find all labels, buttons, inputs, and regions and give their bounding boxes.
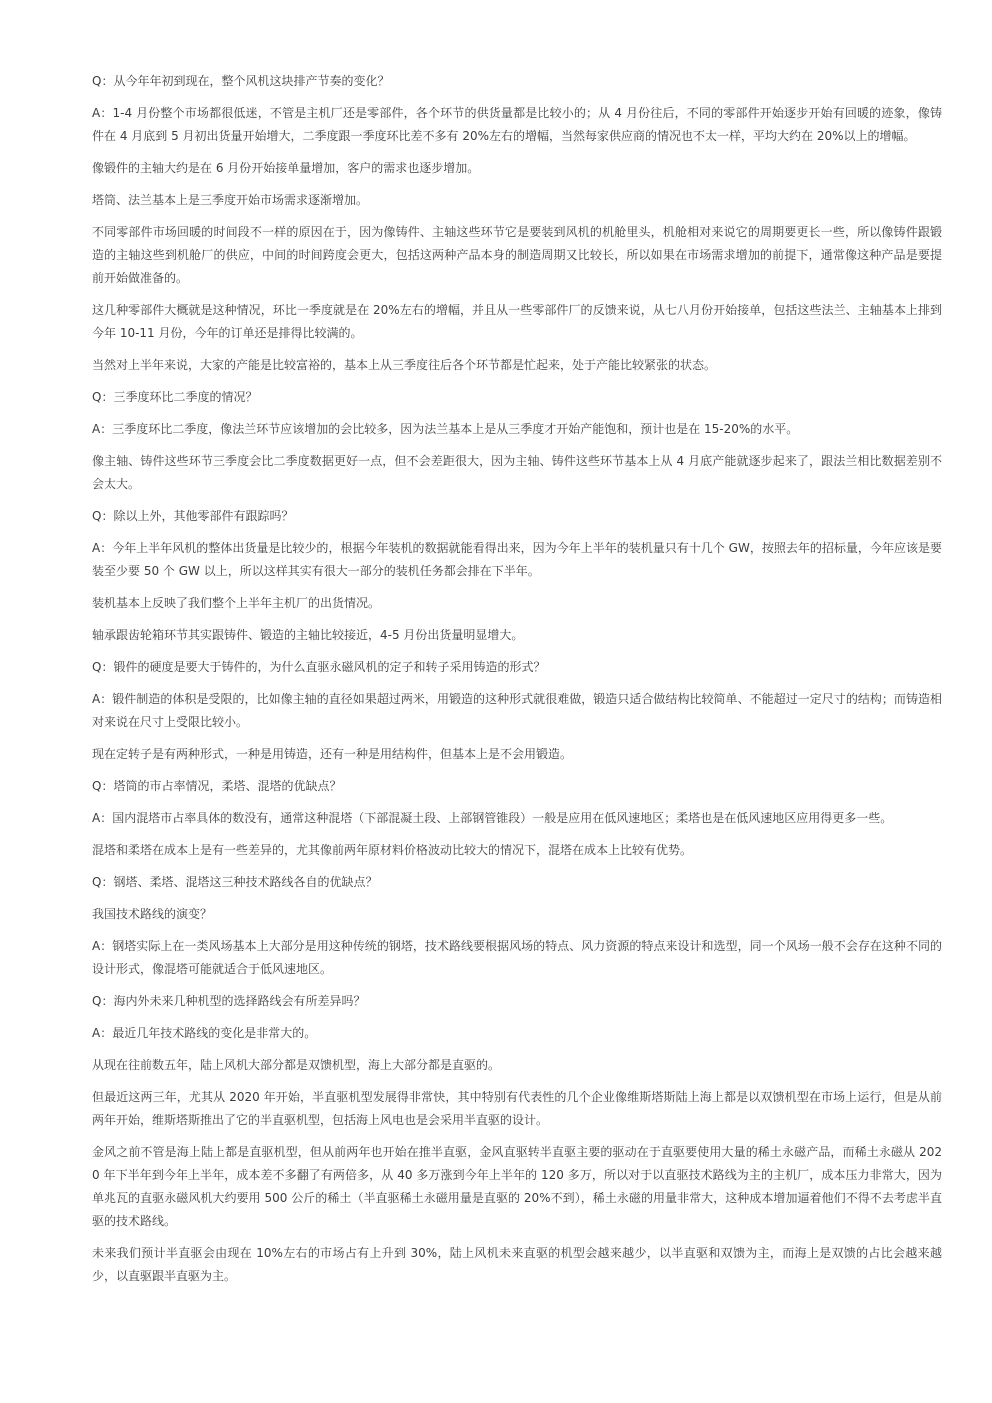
paragraph-a6: A：钢塔实际上在一类风场基本上大部分是用这种传统的钢塔，技术路线要根据风场的特点、风力资源的特点来设计和选型，同一个风场一般不会存在这种不同的设计形式，像混塔可能就适合于低风速地区。 [92, 939, 942, 976]
paragraph-semi-direct-drive: 但最近这两三年，尤其从 2020 年开始，半直驱机型发展得非常快，其中特别有代表性的几个企业像维斯塔斯陆上海上都是以双馈机型在市场上运行，但是从前两年开始，维斯塔斯推出了它的半直驱机型，包括海上风电也是会采用半直驱的设计。 [92, 1090, 942, 1127]
paragraph-five-years: 从现在往前数五年，陆上风机大部分都是双馈机型，海上大部分都是直驱的。 [92, 1058, 501, 1072]
paragraph-installation: 装机基本上反映了我们整个上半年主机厂的出货情况。 [92, 596, 381, 610]
paragraph-capacity-status: 当然对上半年来说，大家的产能是比较富裕的，基本上从三季度往后各个环节都是忙起来，处于产能比较紧张的状态。 [92, 358, 717, 372]
paragraph-tower-flange: 塔筒、法兰基本上是三季度开始市场需求逐渐增加。 [92, 193, 369, 207]
paragraph-q6-sub: 我国技术路线的演变？ [92, 907, 213, 921]
paragraph-q5: Q：塔筒的市占率情况，柔塔、混塔的优缺点？ [92, 779, 342, 793]
paragraph-a7: A：最近几年技术路线的变化是非常大的。 [92, 1026, 317, 1040]
document-body [92, 70, 942, 1297]
paragraph-spindle-casting-q3: 像主轴、铸件这些环节三季度会比二季度数据更好一点，但不会差距很大，因为主轴、铸件这些环节基本上从 4 月底产能就逐步起来了，跟法兰相比数据差别不会太大。 [92, 454, 942, 491]
paragraph-stator-rotor: 现在定转子是有两种形式，一种是用铸造，还有一种是用结构件，但基本上是不会用锻造。 [92, 747, 573, 761]
paragraph-q2: Q：三季度环比二季度的情况？ [92, 390, 258, 404]
paragraph-q4: Q：锻件的硬度是要大于铸件的，为什么直驱永磁风机的定子和转子采用铸造的形式？ [92, 660, 546, 674]
paragraph-a3: A：今年上半年风机的整体出货量是比较少的，根据今年装机的数据就能看得出来，因为今年上半年的装机量只有十几个 GW，按照去年的招标量，今年应该是要装至少要 50 个 GW 以上，所以这样其实有很大一部分的装机任务都会排在下半年。 [92, 541, 942, 578]
paragraph-a4: A：锻件制造的体积是受限的，比如像主轴的直径如果超过两米，用锻造的这种形式就很难做，锻造只适合做结构比较简单、不能超过一定尺寸的结构；而铸造相对来说在尺寸上受限比较小。 [92, 692, 942, 729]
paragraph-goldwind: 金风之前不管是海上陆上都是直驱机型，但从前两年也开始在推半直驱，金风直驱转半直驱主要的驱动在于直驱要使用大量的稀土永磁产品，而稀土永磁从 2020 年下半年到今年上半年，成本差不多翻了有两倍多，从 40 多万涨到今年上半年的 120 多万，所以对于以直驱技术路线为主的主机厂，成本压力非常大，因为单兆瓦的直驱永磁风机大约要用 500 公斤的稀土（半直驱稀土永磁用量是直驱的 20%不到），稀土永磁的用量非常大，这种成本增加逼着他们不得不去考虑半直驱的技术路线。 [92, 1145, 942, 1228]
paragraph-q1: Q：从今年年初到现在，整个风机这块排产节奏的变化？ [92, 74, 390, 88]
paragraph-forging-spindle: 像锻件的主轴大约是在 6 月份开始接单量增加，客户的需求也逐步增加。 [92, 161, 480, 175]
paragraph-q6: Q：钢塔、柔塔、混塔这三种技术路线各自的优缺点？ [92, 875, 378, 889]
paragraph-recovery-reason: 不同零部件市场回暖的时间段不一样的原因在于，因为像铸件、主轴这些环节它是要装到风机的机舱里头，机舱相对来说它的周期要更长一些，所以像铸件跟锻造的主轴这些到机舱厂的供应，中间的时间跨度会更大，包括这两种产品本身的制造周期又比较长，所以如果在市场需求增加的前提下，通常像这种产品是要提前开始做准备的。 [92, 225, 942, 285]
paragraph-a1: A：1-4 月份整个市场都很低迷，不管是主机厂还是零部件，各个环节的供货量都是比较小的；从 4 月份往后，不同的零部件开始逐步开始有回暖的迹象，像铸件在 4 月底到 5 月初出货量开始增大，二季度跟一季度环比差不多有 20%左右的增幅，当然每家供应商的情况也不太一样，平均大约在 20%以上的增幅。 [92, 106, 942, 143]
paragraph-a2: A：三季度环比二季度，像法兰环节应该增加的会比较多，因为法兰基本上是从三季度才开始产能饱和，预计也是在 15-20%的水平。 [92, 422, 799, 436]
paragraph-hybrid-flexible-cost: 混塔和柔塔在成本上是有一些差异的，尤其像前两年原材料价格波动比较大的情况下，混塔在成本上比较有优势。 [92, 843, 693, 857]
paragraph-growth-summary: 这几种零部件大概就是这种情况，环比一季度就是在 20%左右的增幅，并且从一些零部件厂的反馈来说，从七八月份开始接单，包括这些法兰、主轴基本上排到今年 10-11 月份，今年的订单还是排得比较满的。 [92, 303, 942, 340]
paragraph-a5: A：国内混塔市占率具体的数没有，通常这种混塔（下部混凝土段、上部钢管锥段）一般是应用在低风速地区；柔塔也是在低风速地区应用得更多一些。 [92, 811, 893, 825]
paragraph-q7: Q：海内外未来几种机型的选择路线会有所差异吗？ [92, 994, 366, 1008]
paragraph-forecast: 未来我们预计半直驱会由现在 10%左右的市场占有上升到 30%，陆上风机未来直驱的机型会越来越少，以半直驱和双馈为主，而海上是双馈的占比会越来越少，以直驱跟半直驱为主。 [92, 1246, 942, 1283]
paragraph-bearing-gearbox: 轴承跟齿轮箱环节其实跟铸件、锻造的主轴比较接近，4-5 月份出货量明显增大。 [92, 628, 524, 642]
paragraph-q3: Q：除以上外，其他零部件有跟踪吗？ [92, 509, 294, 523]
